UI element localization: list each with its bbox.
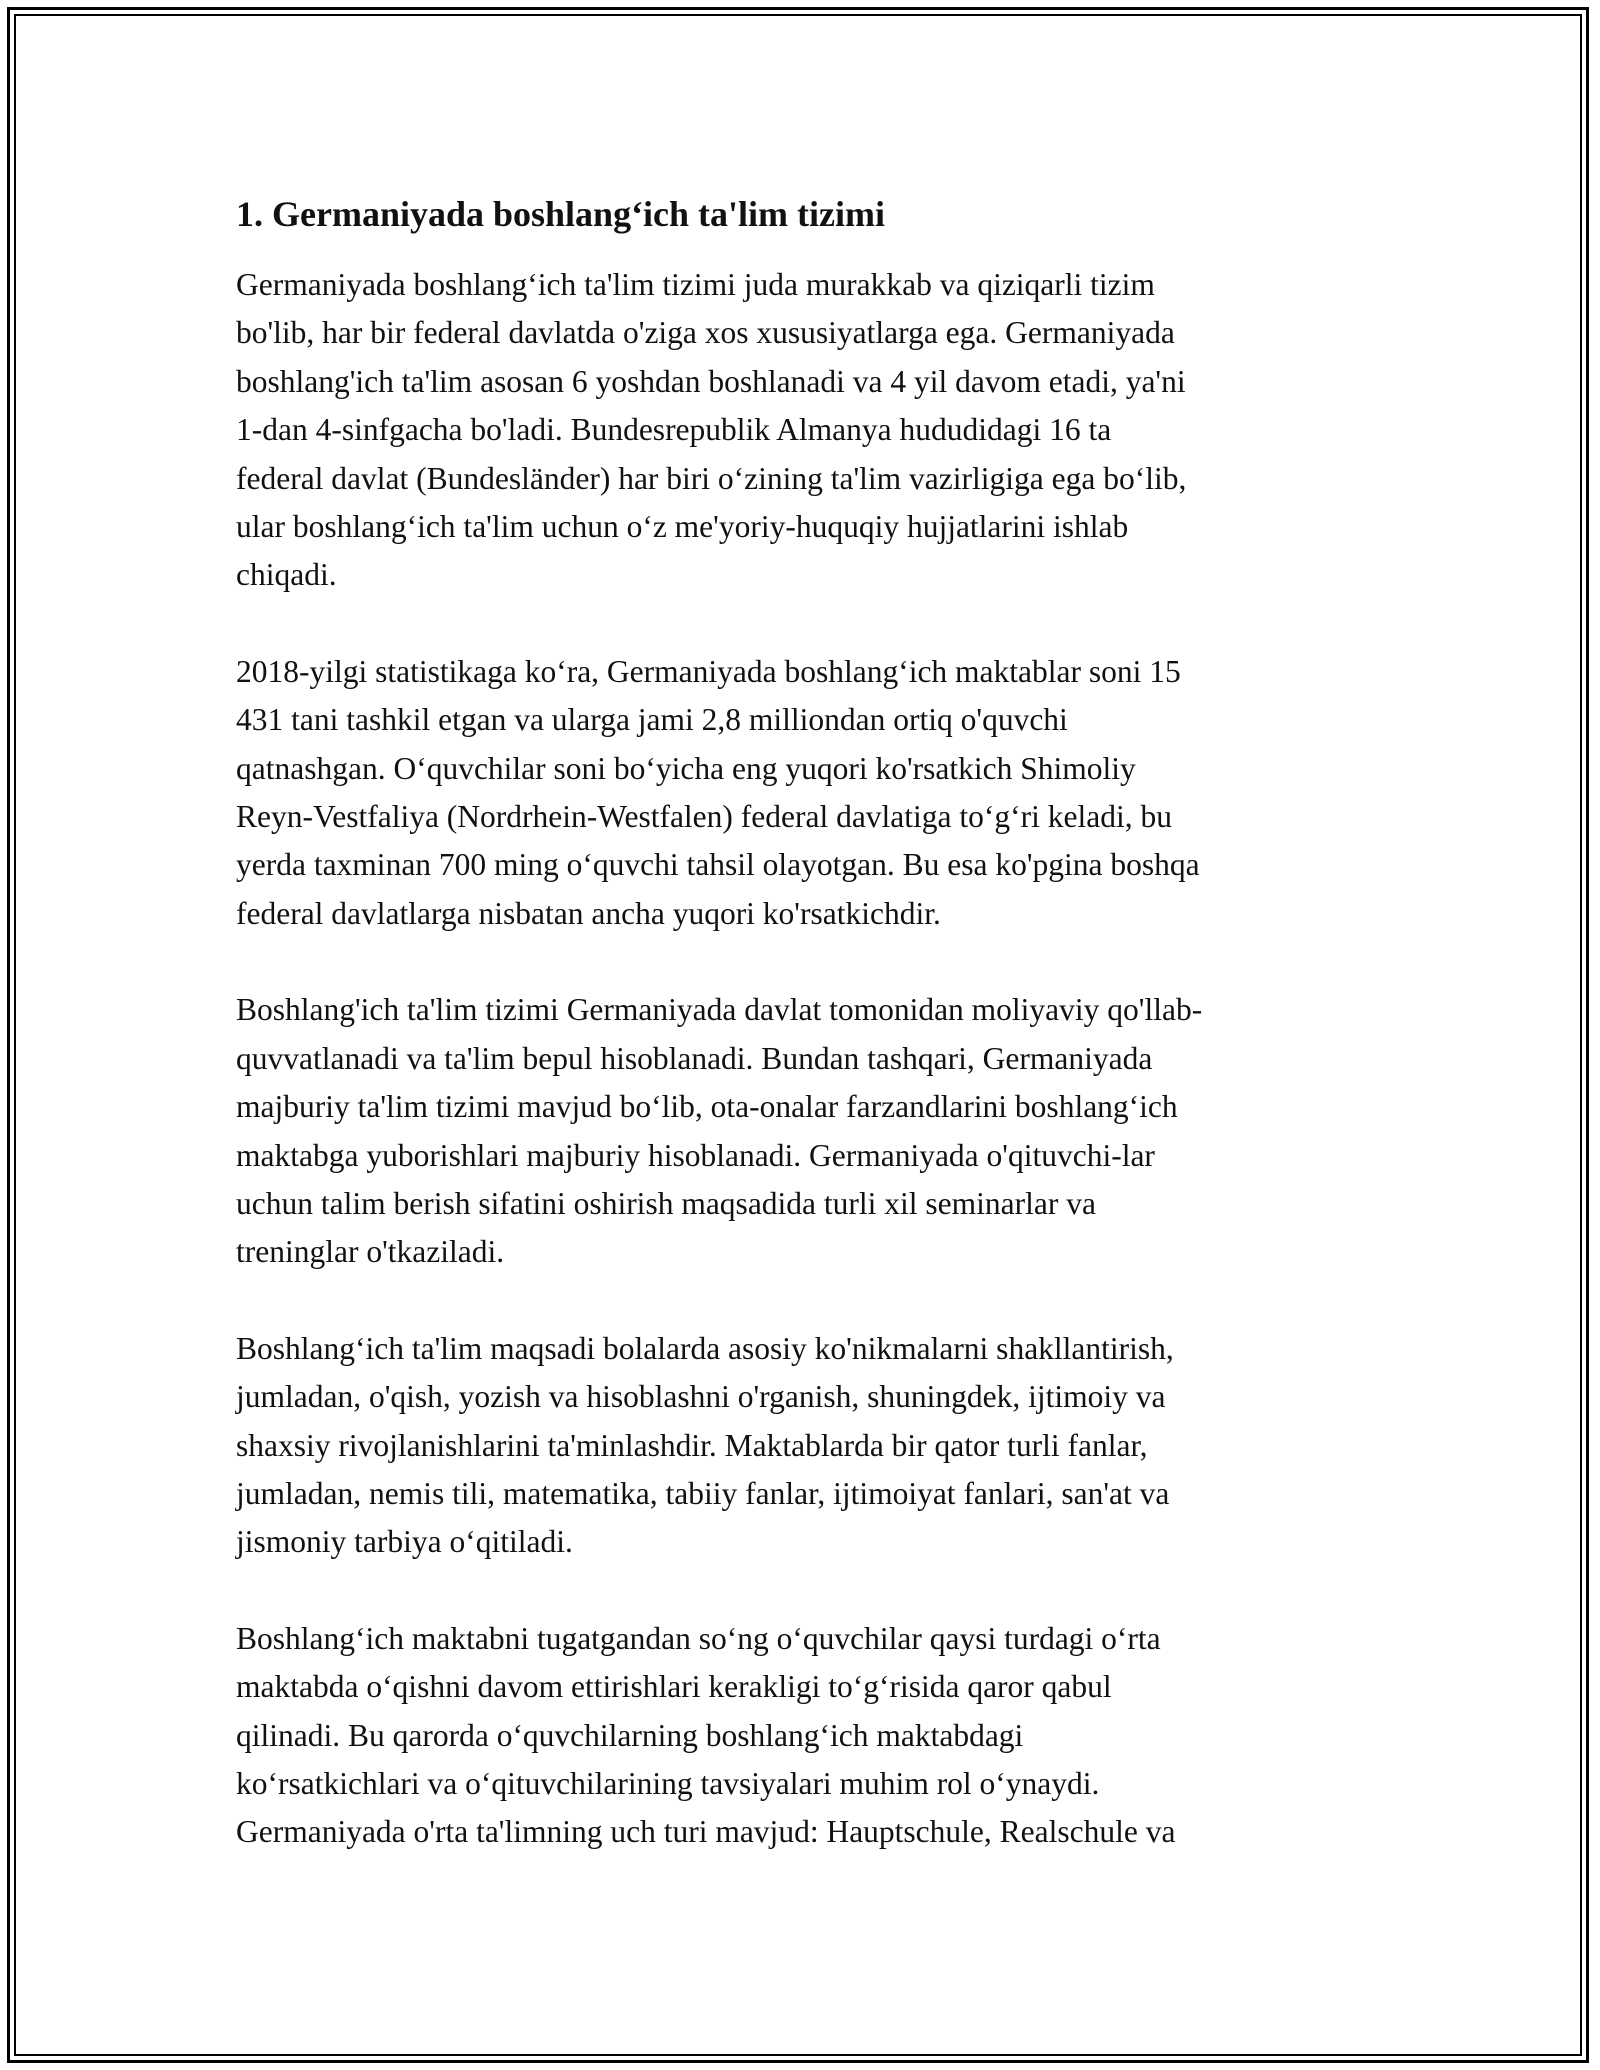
- paragraph-line: Boshlang'ich ta'lim tizimi Germaniyada davlat tomonidan moliyaviy qo'llab-: [236, 992, 1203, 1028]
- paragraph-line: jismoniy tarbiya o‘qitiladi.: [236, 1524, 573, 1560]
- paragraph-line: qatnashgan. O‘quvchilar soni bo‘yicha eng yuqori ko'rsatkich Shimoliy: [236, 750, 1136, 786]
- paragraph-line: treninglar o'tkaziladi.: [236, 1234, 505, 1270]
- paragraph-line: chiqadi.: [236, 557, 337, 593]
- paragraph-line: 2018-yilgi statistikaga ko‘ra, Germaniyada boshlang‘ich maktablar soni 15: [236, 653, 1181, 689]
- paragraph-line: majburiy ta'lim tizimi mavjud bo‘lib, ota-onalar farzandlarini boshlang‘ich: [236, 1089, 1178, 1125]
- paragraph-line: federal davlat (Bundesländer) har biri o‘zining ta'lim vazirligiga ega bo‘lib,: [236, 460, 1187, 496]
- paragraph-line: Germaniyada o'rta ta'limning uch turi mavjud: Hauptschule, Realschule va: [236, 1814, 1176, 1850]
- paragraph-line: Boshlang‘ich ta'lim maqsadi bolalarda asosiy ko'nikmalarni shakllantirish,: [236, 1330, 1174, 1366]
- paragraph-line: Boshlang‘ich maktabni tugatgandan so‘ng o‘quvchilar qaysi turdagi o‘rta: [236, 1620, 1161, 1656]
- paragraph-line: ko‘rsatkichlari va o‘qituvchilarining tavsiyalari muhim rol o‘ynaydi.: [236, 1765, 1100, 1801]
- paragraph-4: [236, 1325, 1376, 1567]
- paragraph-line: ular boshlang‘ich ta'lim uchun o‘z me'yoriy-huquqiy hujjatlarini ishlab: [236, 509, 1129, 545]
- section-heading: 1. Germaniyada boshlang‘ich ta'lim tizimi: [236, 194, 886, 234]
- paragraph-line: federal davlatlarga nisbatan ancha yuqori ko'rsatkichdir.: [236, 895, 941, 931]
- document-body: [236, 187, 1376, 1905]
- paragraph-line: bo'lib, har bir federal davlatda o'ziga xos xususiyatlarga ega. Germaniyada: [236, 315, 1175, 351]
- paragraph-line: 1-dan 4-sinfgacha bo'ladi. Bundesrepublik Almanya hududidagi 16 ta: [236, 412, 1112, 448]
- paragraph-5: [236, 1615, 1376, 1857]
- paragraph-2: [236, 648, 1376, 938]
- paragraph-line: Germaniyada boshlang‘ich ta'lim tizimi juda murakkab va qiziqarli tizim: [236, 267, 1155, 302]
- paragraph-line: yerda taxminan 700 ming o‘quvchi tahsil olayotgan. Bu esa ko'pgina boshqa: [236, 847, 1200, 883]
- paragraph-line: maktabga yuborishlari majburiy hisoblanadi. Germaniyada o'qituvchi-lar: [236, 1137, 1155, 1173]
- paragraph-line: qilinadi. Bu qarorda o‘quvchilarning boshlang‘ich maktabdagi: [236, 1717, 1024, 1753]
- paragraph-line: 431 tani tashkil etgan va ularga jami 2,8 milliondan ortiq o'quvchi: [236, 702, 1068, 738]
- paragraph-line: boshlang'ich ta'lim asosan 6 yoshdan boshlanadi va 4 yil davom etadi, ya'ni: [236, 363, 1186, 399]
- paragraph-line: quvvatlanadi va ta'lim bepul hisoblanadi. Bundan tashqari, Germaniyada: [236, 1040, 1153, 1076]
- paragraph-line: uchun talim berish sifatini oshirish maqsadida turli xil seminarlar va: [236, 1185, 1096, 1221]
- paragraph-line: maktabda o‘qishni davom ettirishlari kerakligi to‘g‘risida qaror qabul: [236, 1669, 1112, 1705]
- paragraph-line: shaxsiy rivojlanishlarini ta'minlashdir. Maktablarda bir qator turli fanlar,: [236, 1427, 1148, 1463]
- paragraph-1: [236, 261, 1376, 600]
- paragraph-line: jumladan, nemis tili, matematika, tabiiy fanlar, ijtimoiyat fanlari, san'at va: [236, 1475, 1170, 1511]
- paragraph-3: [236, 986, 1376, 1276]
- paragraph-line: jumladan, o'qish, yozish va hisoblashni o'rganish, shuningdek, ijtimoiy va: [236, 1379, 1166, 1415]
- paragraph-line: Reyn-Vestfaliya (Nordrhein-Westfalen) federal davlatiga to‘g‘ri keladi, bu: [236, 799, 1172, 835]
